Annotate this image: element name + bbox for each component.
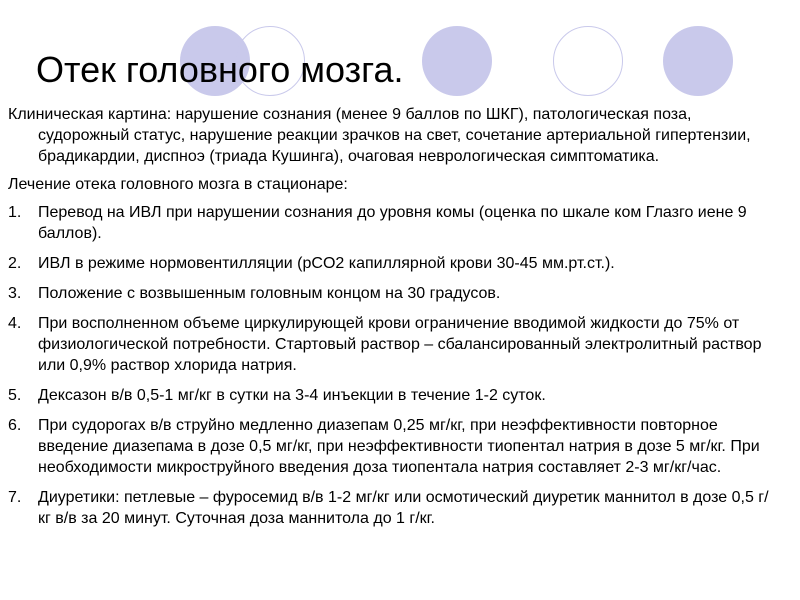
item-number: 3. xyxy=(8,285,22,302)
slide-title: Отек головного мозга. xyxy=(36,49,404,90)
clinical-picture-text: Клиническая картина: нарушение сознания (менее 9 баллов по ШКГ), патологическая поза, судорожный статус, нарушение реакции зрачков на свет, сочетание артериальной гипертензии, брадикардии, диспноэ (триада Кушинга), очаговая неврологическая симптоматика. xyxy=(8,106,751,165)
treatment-heading: Лечение отека головного мозга в стационаре: xyxy=(8,176,348,193)
item-text: ИВЛ в режиме нормовентилляции (pCO2 капиллярной крови 30-45 мм.рт.ст.). xyxy=(38,255,615,272)
treatment-item xyxy=(8,283,778,304)
item-number: 5. xyxy=(8,387,22,404)
decorative-circle-3 xyxy=(422,26,492,96)
treatment-item xyxy=(8,313,778,376)
slide-body xyxy=(8,104,778,538)
treatment-item xyxy=(8,385,778,406)
item-text: Положение с возвышенным головным концом на 30 градусов. xyxy=(38,285,501,302)
decorative-circle-5 xyxy=(663,26,733,96)
item-text: При судорогах в/в струйно медленно диазепам 0,25 мг/кг, при неэффективности повторное введение диазепама в дозе 0,5 мг/кг, при неэффективности тиопентал натрия в дозе 5 мг/кг. При необходимости микроструйного введения доза тиопентала натрия составляет 2-3 мг/кг/час. xyxy=(38,417,760,476)
treatment-item xyxy=(8,202,778,244)
item-number: 7. xyxy=(8,489,22,506)
item-text: Диуретики: петлевые – фуросемид в/в 1-2 мг/кг или осмотический диуретик маннитол в дозе 0,5 г/кг в/в за 20 минут. Суточная доза маннитола до 1 г/кг. xyxy=(38,489,769,527)
treatment-list xyxy=(8,202,778,529)
treatment-item xyxy=(8,415,778,478)
treatment-item xyxy=(8,487,778,529)
item-number: 4. xyxy=(8,315,22,332)
item-text: Перевод на ИВЛ при нарушении сознания до уровня комы (оценка по шкале ком Глазго иене 9 баллов). xyxy=(38,204,747,242)
item-number: 6. xyxy=(8,417,22,434)
treatment-item xyxy=(8,253,778,274)
item-text: Дексазон в/в 0,5-1 мг/кг в сутки на 3-4 инъекции в течение 1-2 суток. xyxy=(38,387,546,404)
item-number: 1. xyxy=(8,204,22,221)
item-number: 2. xyxy=(8,255,22,272)
item-text: При восполненном объеме циркулирующей крови ограничение вводимой жидкости до 75% от физиологической потребности. Стартовый раствор – сбалансированный электролитный раствор или 0,9% раствор хлорида натрия. xyxy=(38,315,762,374)
decorative-circle-4 xyxy=(553,26,623,96)
